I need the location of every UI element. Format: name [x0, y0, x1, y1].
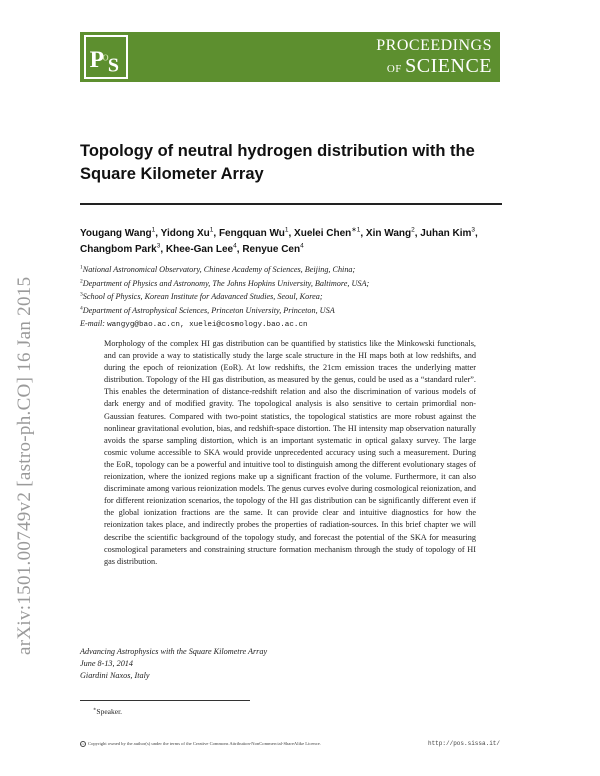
author-list [80, 226, 500, 258]
author-name: Yidong Xu [160, 228, 210, 239]
footer [80, 741, 500, 751]
conference-name: Advancing Astrophysics with the Square Kilometre Array [80, 647, 268, 656]
svg-text:o: o [102, 49, 109, 64]
author-affiliation-mark: 4 [300, 242, 304, 250]
author-affiliation-mark: 2 [411, 226, 415, 234]
affiliations [80, 263, 500, 333]
author-name: Yougang Wang [80, 228, 152, 239]
author-affiliation-mark: 1 [151, 226, 156, 234]
author-name: Xuelei Chen [294, 228, 352, 239]
affiliation-text: School of Physics, Korean Institute for Adavanced Studies, Seoul, Korea; [82, 292, 323, 301]
pos-url[interactable]: http://pos.sissa.it/ [427, 740, 500, 747]
author-name: Juhan Kim [420, 228, 472, 239]
conference-location: Giardini Naxos, Italy [80, 671, 150, 680]
pos-of-science [376, 56, 492, 76]
footnote [93, 707, 122, 716]
abstract: Morphology of the complex HI gas distribution can be quantified by statistics like the Minkowski functionals, and can provide a way to statistically study the large scale structure in the HI maps both at low redshifts, and during the epoch of reionization (EoR). At low redshifts, the 21cm emission traces the underlying matter distribution. Topology of the HI gas distribution, as measured by the genus, could be used as a “standard ruler”. This enables the determination of distance-redshift relation and also the discrimination of various models of dark energy and of modified gravity. The topological analysis is also sensitive to certain primordial non-Gaussian features. Compared with two-point statistics, the topological statistics are more robust against the nonlinear gravitational evolution, bias, and redshift-space distortion. The HI intensity map observation naturally avoids the sparse sampling distortion, which is an important systematic in optical galaxy survey. The large cosmic volume accessible to SKA would provide unprecedented accuracy using such a measurement. During the EoR, topology can be a powerful and intuitive tool to distinguish among the different evolutionary stages of reionization, where the ionized regions make up a significant fraction of the volume. Furthermore, it can also discriminate among various reionization models. The genus curves evolve during cosmological reionization, and for different reionization scenarios, the topology of the HI gas distribution can be significantly different even if the global ionization fractions are the same. It can provide clear and intuitive diagnostics for how the reionization takes place, and indirectly probes the properties of radiation-sources. In this brief chapter we will describe the scientific background of the topology study, and forecast the potential of the SKA for measuring cosmological parameters and constraining structure formation mechanism through the study of topology of HI gas distribution. [104, 339, 476, 566]
affiliation-line [80, 290, 500, 304]
email-label: E-mail: [80, 319, 106, 328]
svg-text:S: S [107, 54, 119, 77]
affiliation-number: 4 [80, 304, 83, 311]
pos-wordmark [376, 38, 492, 76]
pos-proceedings: PROCEEDINGS [376, 37, 492, 54]
author-affiliation-mark: 3 [156, 242, 161, 250]
title-divider [80, 203, 502, 205]
affiliation-text: Department of Physics and Astronomy, The Johns Hopkins University, Baltimore, USA; [82, 278, 370, 288]
affiliation-line [80, 304, 500, 318]
arxiv-identifier: arXiv:1501.00749v2 [astro-ph.CO] 16 Jan 2015 [14, 276, 35, 655]
affiliation-number: 1 [80, 264, 83, 271]
affiliation-number: 3 [80, 291, 83, 298]
author-separator: , [213, 228, 219, 239]
author-affiliation-mark: 4 [233, 242, 237, 250]
conference-dates: June 8-13, 2014 [80, 659, 133, 668]
affiliation-text: Department of Astrophysical Sciences, Princeton University, Princeton, USA [82, 305, 335, 315]
author-separator: , [236, 244, 243, 255]
author-affiliation-mark: ∗1 [351, 226, 361, 234]
affiliation-number: 2 [80, 277, 83, 284]
creative-commons-icon: cc [81, 742, 85, 746]
author-affiliation-mark: 3 [471, 226, 476, 234]
email-line [80, 317, 500, 333]
pos-of: OF [386, 63, 402, 75]
footnote-text: Speaker. [96, 707, 123, 716]
license-notice [80, 741, 321, 747]
author-separator: , [475, 228, 478, 239]
author-name: Renyue Cen [242, 244, 301, 255]
email-addresses[interactable]: wangyg@bao.ac.cn, xuelei@cosmology.bao.ac.cn [107, 321, 308, 329]
pos-logo-icon [86, 37, 126, 77]
footnote-divider [80, 700, 250, 701]
license-text: Copyright owned by the author(s) under the terms of the Creative Commons Attribution-NonCommercial-ShareAlike Licence. [88, 741, 321, 747]
author-affiliation-mark: 1 [209, 226, 214, 234]
conference-info [80, 646, 380, 682]
author-name: Fengquan Wu [218, 228, 285, 239]
author-separator: , [160, 244, 166, 255]
author-name: Changbom Park [80, 244, 157, 255]
pos-header-banner [80, 32, 500, 82]
author-separator: , [360, 228, 366, 239]
author-name: Khee-Gan Lee [165, 244, 234, 255]
footnote-marker: ∗ [93, 707, 97, 713]
affiliation-line [80, 277, 500, 291]
affiliation-text: National Astronomical Observatory, Chinese Academy of Sciences, Beijing, China; [82, 265, 356, 274]
author-separator: , [155, 228, 161, 239]
pos-logo [84, 35, 128, 79]
svg-text:P: P [89, 47, 105, 73]
author-affiliation-mark: 1 [284, 226, 289, 234]
affiliation-line [80, 263, 500, 277]
author-separator: , [288, 228, 295, 239]
author-separator: , [414, 228, 421, 239]
author-name: Xin Wang [365, 228, 412, 239]
paper-title: Topology of neutral hydrogen distribution with the Square Kilometer Array [80, 142, 475, 183]
pos-science: SCIENCE [405, 55, 492, 77]
